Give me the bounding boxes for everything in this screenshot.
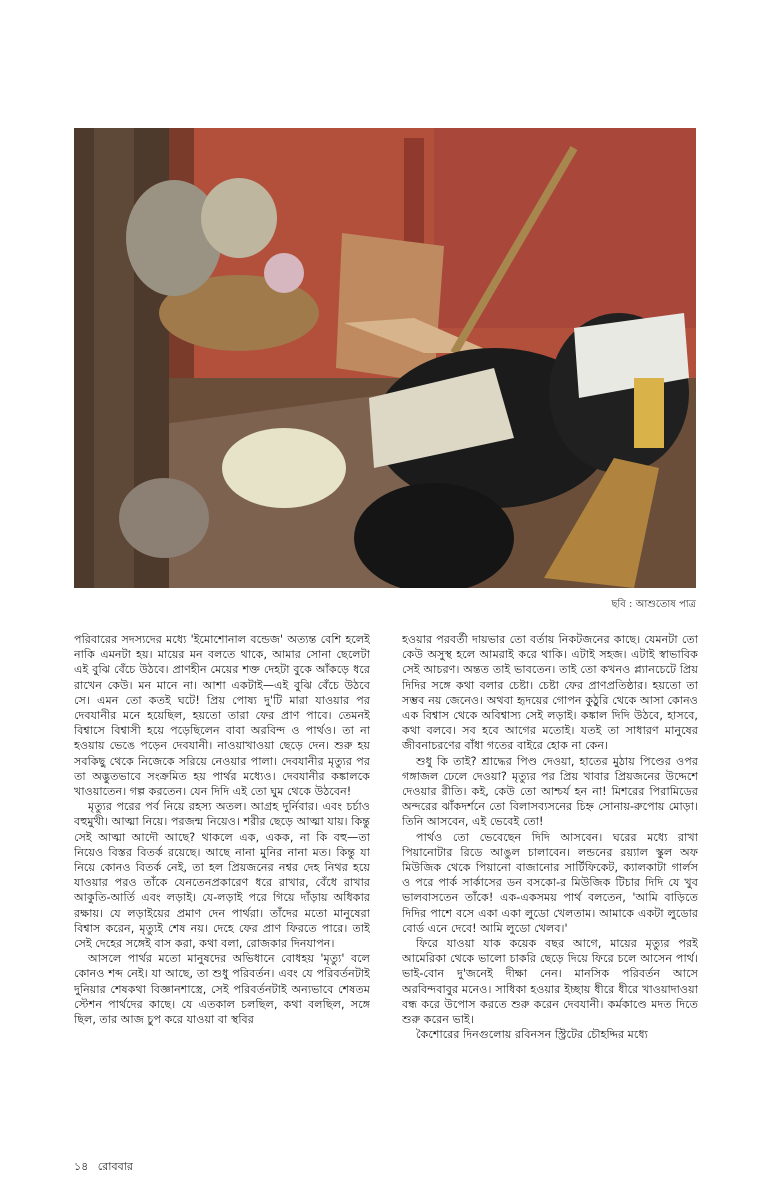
page-footer xyxy=(74,1158,139,1177)
paragraph: শুধু কি তাই? শ্রাদ্ধের পিণ্ড দেওয়া, হাতের মুঠায় পিণ্ডের ওপর গঙ্গাজল ঢেলে দেওয়া? মৃত্যুর পর প্রিয় খাবার প্রিয়জনের উদ্দেশে দেওয়ার রীতি। কই, কেউ তো আশ্চর্য হন না! মিশরের পিরামিডের অন্দরের ঝাঁকদর্শনে তো বিলাসব্যসনের চিহ্ন সোনায়-রুপোয় মোড়া। তিনি আসবেন, এই ভেবেই তো! xyxy=(402,754,698,829)
article-column-left xyxy=(74,632,370,1120)
article-photo xyxy=(74,128,696,588)
paragraph: ফিরে যাওয়া যাক কয়েক বছর আগে, মায়ের মৃত্যুর পরই আমেরিকা থেকে ভালো চাকরি ছেড়ে দিয়ে ফিরে চলে আসেন পার্থ। ভাই-বোন দু'জনেই দীক্ষা নেন। মানসিক পরিবর্তন আসে অরবিন্দবাবুর মনেও। সাধিকা হওয়ার ইচ্ছায় ধীরে ধীরে খাওয়াদাওয়া বন্ধ করে উপোস করতে শুরু করেন দেবযানী। কর্মকাণ্ডে মদত দিতে শুরু করেন ভাই। xyxy=(402,937,698,1027)
paragraph: আসলে পার্থর মতো মানুষদের অভিধানে বোধহয় 'মৃত্যু' বলে কোনও শব্দ নেই। যা আছে, তা শুধু পরিবর্তন। এবং যে পরিবর্তনটাই দুনিয়ার শেষকথা বিজ্ঞানশাস্ত্রে, সেই পরিবর্তনটাই অন্যভাবে শেষতম স্টেশন পার্থদের কাছে। যে এতকাল চলছিল, কথা বলছিল, সঙ্গে ছিল, তার আজ চুপ করে যাওয়া বা স্থবির xyxy=(74,952,370,1027)
photo-credit: ছবি : আশুতোষ পাত্র xyxy=(611,599,696,610)
article-column-right xyxy=(402,632,698,1120)
magazine-name: রোববার xyxy=(97,1160,133,1173)
paragraph: কৈশোরের দিনগুলোয় রবিনসন স্ট্রিটের চৌহদ্দির মধ্যে xyxy=(416,1028,648,1042)
paragraph: হওয়ার পরবর্তী দায়ভার তো বর্তায় নিকটজনের কাছে। যেমনটা তো কেউ অসুস্থ হলে আমরাই করে থাকি। এটাই সহজ। এটাই স্বাভাবিক সেই আচরণ। অন্তত তাই ভাবতেন। তাই তো কখনও প্ল্যানচেটে প্রিয় দিদির সঙ্গে কথা বলার চেষ্টা। চেষ্টা ফের প্রাণপ্রতিষ্ঠার। হয়তো তা সম্ভব নয় জেনেও। অথবা হৃদয়ের গোপন কুঠুরি থেকে আসা কোনও এক বিশ্বাস থেকে অবিশ্বাস্য সেই লড়াই। কঙ্কাল দিদি উঠবে, হাসবে, কথা বলবে। সব হবে আগের মতোই। যতই তা সাধারণ মানুষের জীবনাচরণের বাঁধা গতের বাইরে হোক না কেন। xyxy=(402,633,698,753)
paragraph: পার্থও তো ভেবেছেন দিদি আসবেন। ঘরের মধ্যে রাখা পিয়ানোটার রিডে আঙুল চালাবেন। লন্ডনের রয়্যাল স্কুল অফ মিউজিক থেকে পিয়ানো বাজানোর সার্টিফিকেট, ক্যালকাটা গার্লস ও পরে পার্ক সার্কাসের ডন বসকো-র মিউজিক টিচার দিদি যে খুব ভালবাসতেন তাঁকে! এক-একসময় পার্থ বলতেন, 'আমি বাড়িতে দিদির পাশে বসে একা একা লুডো খেলতাম। আমাকে একটা লুডোর বোর্ড এনে দেবে! আমি লুডো খেলব।' xyxy=(402,830,698,935)
paragraph: মৃত্যুর পরের পর্ব নিয়ে রহস্য অতল। আগ্রহ দুর্নিবার। এবং চর্চাও বহুমুখী। আত্মা নিয়ে। পরজন্ম নিয়েও। শরীর ছেড়ে আত্মা যায়। কিন্তু সেই আত্মা আদৌ আছে? থাকলে এক, একক, না কি বহু—তা নিয়েও বিস্তর বিতর্ক রয়েছে। আছে নানা মুনির নানা মত। কিন্তু যা নিয়ে কোনও বিতর্ক নেই, তা হল প্রিয়জনের নশ্বর দেহ নিথর হয়ে যাওয়ার পরও তাঁকে যেনতেনপ্রকারেণ ধরে রাখার, বেঁধে রাখার আকুতি-আর্তি এবং লড়াই। যে-লড়াই পরে গিয়ে দাঁড়ায় অধিকার রক্ষায়। যে লড়াইয়ের প্রমাণ দেন পার্থরা। তাঁদের মতো মানুষেরা বিশ্বাস করেন, মৃত্যুই শেষ নয়। দেহে ফের প্রাণ ফিরতে পারে। তাই সেই দেহের সঙ্গেই বাস করা, কথা বলা, রোজকার দিনযাপন। xyxy=(74,800,370,951)
page-number: ১৪ xyxy=(74,1160,89,1173)
paragraph: পরিবারের সদস্যদের মধ্যে 'ইমোশোনাল বন্ডেজ' অত্যন্ত বেশি হলেই নাকি এমনটা হয়। মায়ের মন বলতে থাকে, আমার সোনা ছেলেটা এই বুঝি বেঁচে উঠবে। প্রাণহীন মেয়ের শক্ত দেহটা বুকে আঁকড়ে ধরে রাখেন কেউ। মন মানে না। আশা একটাই—এই বুঝি বেঁচে উঠবে সে। এমন তো কতই ঘটে! প্রিয় পোষ্য দু'টি মারা যাওয়ার পর দেবযানীর মনে হয়েছিল, হয়তো তারা ফের প্রাণ পাবে। তেমনই বিশ্বাসে বিশ্বাসী হয়ে পড়েছিলেন বাবা অরবিন্দ ও পার্থও। তা না হওয়ায় ভেঙে পড়েন দেবযানী। নাওয়াখাওয়া ছেড়ে দেন। শুরু হয় সবকিছু থেকে নিজেকে সরিয়ে নেওয়ার পালা। দেবযানীর মৃত্যুর পর তা অদ্ভুতভাবে সংক্রমিত হয় পার্থর মধ্যেও। দেবযানীর কঙ্কালকে খাওয়াতেন। গল্প করতেন। যেন দিদি এই তো ঘুম থেকে উঠবেন! xyxy=(74,633,370,799)
